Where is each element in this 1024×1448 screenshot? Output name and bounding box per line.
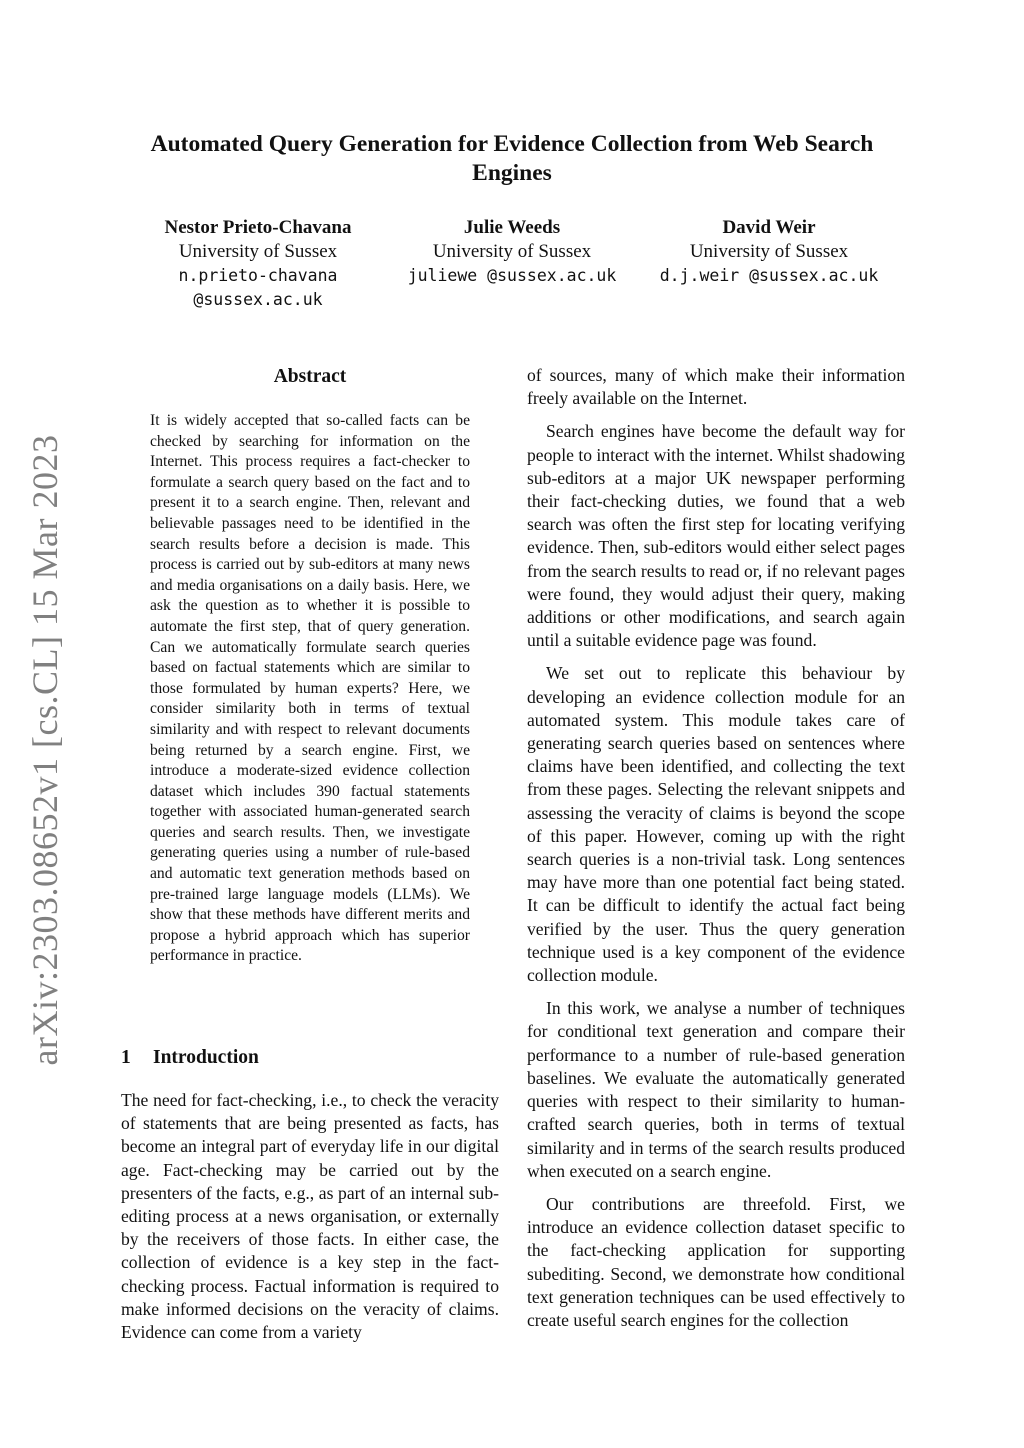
arxiv-sidebar [0,0,90,1448]
section-number: 1 [121,1047,131,1068]
intro-paragraph: Search engines have become the default way for people to interact with the internet. Whilst shadowing sub-editors at a major UK newspaper performing their fact-checking duties, we found that a web search was often the first step for locating verifying evidence. Then, sub-editors would either select pages from the search results to read or, if no relevant pages were found, they would adjust their query, making additions or other modifications, and search again until a suitable evidence page was found. [527,421,905,651]
abstract-heading: Abstract [273,366,347,387]
paper-title: Automated Query Generation for Evidence Collection from Web Search Engines [150,131,874,186]
author-name: Julie Weeds [463,217,561,238]
author-affiliation: University of Sussex [689,241,849,262]
author-email: juliewe @sussex.ac.uk [407,266,617,285]
right-column [527,364,905,1342]
author-affiliation: University of Sussex [432,241,592,262]
author-affiliation: University of Sussex [178,241,338,262]
section-heading-introduction [121,1046,499,1070]
intro-paragraph: We set out to replicate this behaviour by developing an evidence collection module for an automated system. This module takes care of generating search queries based on sentences where claims have been identified, and collecting the text from these pages. Selecting the relevant snippets and assessing the veracity of claims is beyond the scope of this paper. However, coming up with the right search queries is a non-trivial task. Long sentences may have more than one potential fact being stated. It can be difficult to identify the actual fact being verified by the user. Thus the query generation technique used is a key component of the evidence collection module. [527,663,905,986]
author-email: d.j.weir @sussex.ac.uk [659,266,879,285]
intro-paragraph: of sources, many of which make their information freely available on the Internet. [527,365,905,409]
section-title: Introduction [153,1047,259,1068]
arxiv-identifier: arXiv:2303.08652v1 [cs.CL] 15 Mar 2023 [25,434,65,1066]
author-block-3 [619,216,919,288]
author-email-domain: @sussex.ac.uk [193,290,323,309]
intro-paragraph: Our contributions are threefold. First, we introduce an evidence collection dataset specific to the fact-checking application for supporting subediting. Second, we demonstrate how conditional text generation techniques can be used effectively to create useful search engines for the collection [527,1193,905,1330]
intro-paragraph: In this work, we analyse a number of techniques for conditional text generation and compare their performance to a number of rule-based generation baselines. We evaluate the automatically generated queries with respect to their similarity to human-crafted search queries, both in terms of textual similarity and in terms of the search results produced when executed on a search engine. [527,998,905,1181]
intro-paragraph: The need for fact-checking, i.e., to check the veracity of statements that are being presented as facts, has become an integral part of everyday life in our digital age. Fact-checking may be carried out by the presenters of the facts, e.g., as part of an internal sub-editing process at a news organisation, or externally by the receivers of those facts. In either case, the collection of evidence is a key step in the fact-checking process. Factual information is required to make informed decisions on the veracity of claims. Evidence can come from a variety [121,1090,499,1343]
left-column [121,364,499,1354]
author-block-2 [362,216,662,288]
author-name: David Weir [722,217,816,238]
abstract-text: It is widely accepted that so-called facts can be checked by searching for information on the Internet. This process requires a fact-checker to formulate a search query based on the fact and to present it to a search engine. Then, relevant and believable passages need to be identified in the search results before a decision is made. This process is carried out by sub-editors at many news and media organisations on a daily basis. Here, we ask the question as to whether it is possible to automate the first step, that of query generation. Can we automatically formulate search queries based on factual statements which are similar to those formulated by human experts? Here, we consider similarity both in terms of textual similarity and with respect to relevant documents being returned by a search engine. First, we introduce a moderate-sized evidence collection dataset which includes 390 factual statements together with associated human-generated search queries and search results. Then, we investigate generating queries using a number of rule-based and automatic text generation methods based on pre-trained large language models (LLMs). We show that these methods have different merits and propose a hybrid approach which has superior performance in practice. [150,412,470,965]
author-name: Nestor Prieto-Chavana [164,217,352,238]
author-email: n.prieto-chavana [178,266,338,285]
